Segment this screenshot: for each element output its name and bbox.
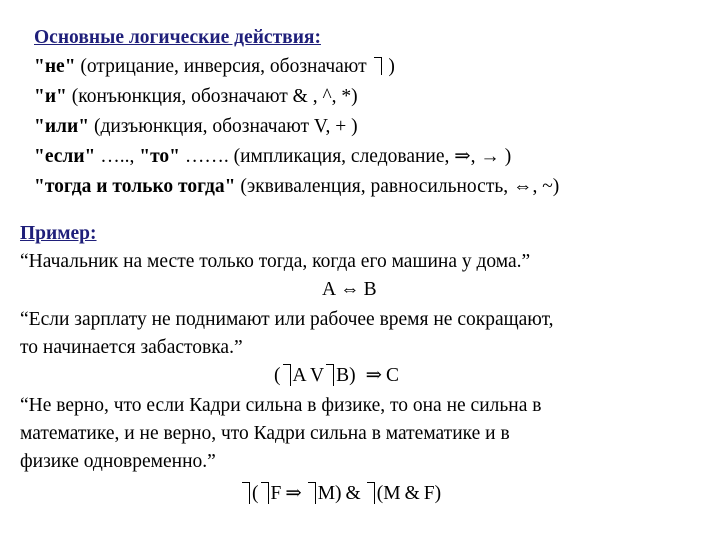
operation-not-close: ): [383, 56, 395, 77]
term-not: "не": [34, 56, 76, 77]
term-if: "если": [34, 146, 96, 167]
operation-implication: [34, 145, 511, 169]
conjunction-symbol: &: [404, 483, 420, 504]
negation-symbol: [308, 482, 316, 504]
equivalence-symbol: ⇔: [340, 279, 360, 300]
negation-symbol: [374, 57, 382, 75]
section-heading: Основные логические действия:: [34, 27, 321, 48]
term-then: "то": [139, 146, 180, 167]
formula3-m2: (M: [376, 483, 401, 504]
term-or: "или": [34, 116, 90, 137]
operation-implication-description: ……. (импликация, следование, ⇒, → ): [180, 146, 512, 167]
negation-symbol: [326, 364, 334, 386]
example-title: Пример:: [20, 223, 97, 244]
formula2-b: B): [336, 365, 356, 386]
example-sentence-2-line-1: “Если зарплату не поднимают или рабочее время не сокращают,: [20, 309, 554, 330]
negation-symbol: [261, 482, 269, 504]
negation-symbol: [242, 482, 250, 504]
formula2-c: C: [385, 365, 399, 386]
conjunction-symbol: &: [345, 483, 361, 504]
example-sentence-3-line-3: физике одновременно.”: [20, 451, 216, 472]
operation-or: [34, 115, 358, 139]
implication-symbol: ⇒: [365, 365, 382, 386]
operation-and-description: (конъюнкция, обозначают & , ^, *): [66, 86, 358, 107]
formula-equivalence: [322, 278, 377, 302]
formula2-a-or: A V: [292, 365, 325, 386]
formula1-a: A: [322, 279, 337, 300]
negation-symbol: [283, 364, 291, 386]
example-sentence-3-line-1: “Не верно, что если Кадри сильна в физике, то она не сильна в: [20, 395, 542, 416]
example-sentence-1: “Начальник на месте только тогда, когда его машина у дома.”: [20, 251, 531, 272]
term-and: "и": [34, 86, 67, 107]
operation-not: [34, 55, 395, 79]
example-sentence-2-line-2: то начинается забастовка.”: [20, 337, 243, 358]
operation-equivalence-description: (эквиваленция, равносильность, ⇔, ~): [235, 176, 560, 197]
negation-symbol: [367, 482, 375, 504]
implication-symbol: ⇒: [285, 483, 302, 504]
formula2-open-paren: (: [274, 365, 281, 386]
operation-and: [34, 85, 358, 109]
term-iff: "тогда и только тогда": [34, 176, 236, 197]
formula3-open-paren: (: [252, 483, 259, 504]
formula3-m: M): [317, 483, 342, 504]
example-sentence-3-line-2: математике, и не верно, что Кадри сильна в математике и в: [20, 423, 510, 444]
operation-equivalence: [34, 175, 559, 199]
formula-conjunction: [240, 482, 441, 506]
operation-or-description: (дизъюнкция, обозначают V, + ): [89, 116, 358, 137]
operation-implication-dots: …..,: [95, 146, 140, 167]
formula1-b: B: [363, 279, 377, 300]
formula3-f: F: [270, 483, 282, 504]
operation-not-description: (отрицание, инверсия, обозначают: [75, 56, 372, 77]
formula-implication: [274, 364, 399, 388]
formula3-f2: F): [423, 483, 442, 504]
